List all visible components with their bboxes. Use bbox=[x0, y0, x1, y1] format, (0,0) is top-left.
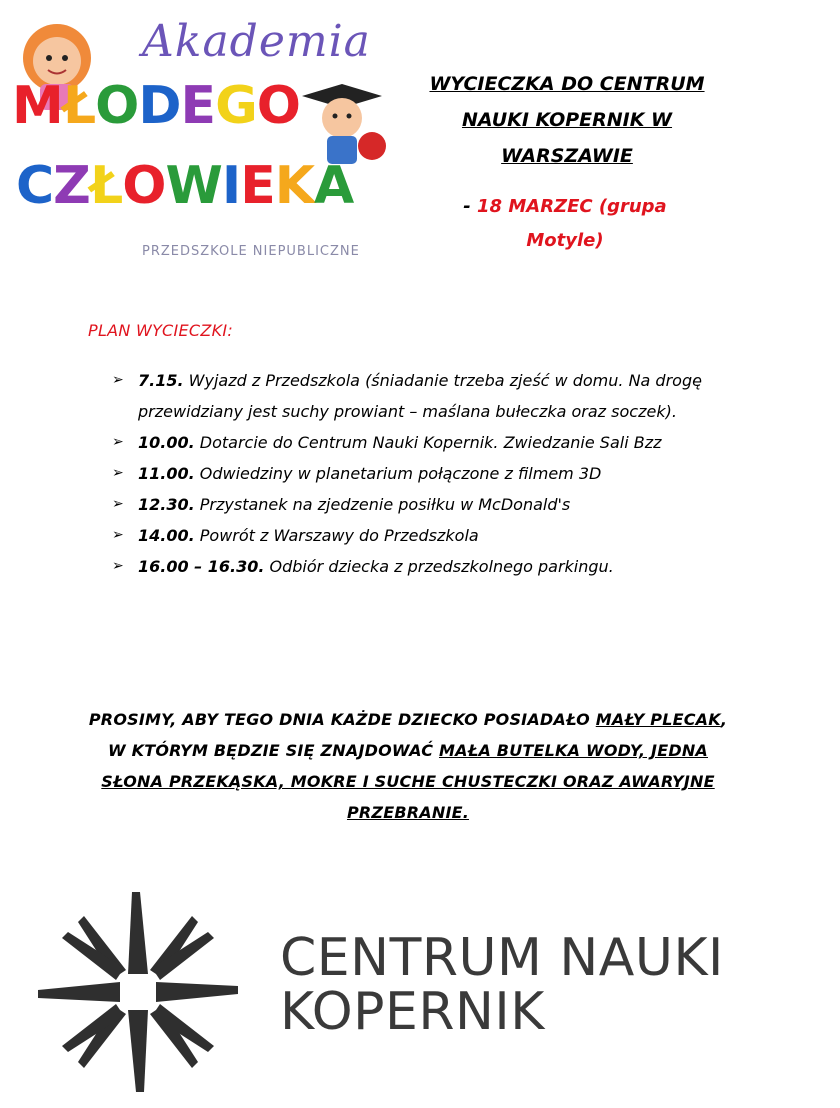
plan-item-text: Odbiór dziecka z przedszkolnego parkingu. bbox=[264, 557, 614, 576]
plan-item-time: 7.15. bbox=[138, 371, 184, 390]
plan-item-time: 16.00 – 16.30. bbox=[138, 557, 265, 576]
plan-item-text: Przystanek na zjedzenie posiłku w McDonald's bbox=[194, 495, 571, 514]
cnk-name-line-2: KOPERNIK bbox=[280, 982, 545, 1042]
date-dash: - bbox=[463, 196, 471, 217]
plan-item bbox=[110, 489, 720, 520]
plan-item-time: 11.00. bbox=[138, 464, 195, 483]
academy-logo-letter: Ł bbox=[89, 156, 123, 216]
academy-logo-letter: K bbox=[274, 156, 315, 216]
notice-underlined-backpack: MAŁY PLECAK bbox=[595, 710, 721, 729]
plan-list bbox=[110, 365, 720, 582]
arrow-bullet-icon: ➢ bbox=[112, 434, 124, 450]
trip-title bbox=[400, 66, 734, 174]
plan-item bbox=[110, 458, 720, 489]
date-line-2: Motyle) bbox=[526, 230, 604, 251]
academy-word-mlodego bbox=[12, 76, 300, 136]
arrow-bullet-icon: ➢ bbox=[112, 558, 124, 574]
plan-heading: PLAN WYCIECZKI: bbox=[88, 321, 234, 340]
academy-logo-letter: Z bbox=[53, 156, 90, 216]
date-line-1: 18 MARZEC (grupa bbox=[477, 196, 667, 217]
academy-word-czlowieka bbox=[16, 156, 353, 216]
cnk-name-line-1: CENTRUM NAUKI bbox=[280, 928, 724, 988]
plan-item bbox=[110, 520, 720, 551]
plan-item-time: 10.00. bbox=[138, 433, 195, 452]
trip-date bbox=[430, 190, 700, 258]
cnk-emblem-icon bbox=[14, 882, 262, 1102]
plan-item bbox=[110, 551, 720, 582]
academy-logo-letter: E bbox=[180, 76, 216, 136]
academy-logo-letter: A bbox=[314, 156, 354, 216]
plan-item bbox=[110, 365, 720, 427]
academy-script-word: Akademia bbox=[142, 16, 371, 67]
academy-logo-letter: G bbox=[215, 76, 257, 136]
packing-notice bbox=[80, 704, 736, 828]
plan-item-text: Wyjazd z Przedszkola (śniadanie trzeba zjeść w domu. Na drogę przewidziany jest suchy prowiant – maślana bułeczka oraz soczek). bbox=[138, 371, 702, 421]
academy-logo-letter: D bbox=[138, 76, 181, 136]
academy-logo-letter: W bbox=[165, 156, 222, 216]
academy-logo-letter: C bbox=[16, 156, 54, 216]
academy-logo-letter: O bbox=[256, 76, 300, 136]
academy-logo-letter: Ł bbox=[62, 76, 96, 136]
academy-logo-letter: M bbox=[12, 76, 63, 136]
academy-subtitle: PRZEDSZKOLE NIEPUBLICZNE bbox=[142, 244, 360, 259]
plan-item bbox=[110, 427, 720, 458]
academy-logo-letter: O bbox=[95, 76, 139, 136]
academy-logo-letter: E bbox=[240, 156, 275, 216]
title-line-2: NAUKI KOPERNIK W bbox=[461, 109, 673, 131]
academy-logo-letter: O bbox=[122, 156, 166, 216]
plan-item-text: Powrót z Warszawy do Przedszkola bbox=[194, 526, 479, 545]
academy-logo-letter: I bbox=[221, 156, 241, 216]
title-line-3: WARSZAWIE bbox=[501, 145, 633, 167]
notice-underlined-items: MAŁA BUTELKA WODY, JEDNA SŁONA PRZEKĄSKA, MOKRE I SUCHE CHUSTECZKI ORAZ AWARYJNE PRZEBRANIE. bbox=[101, 741, 715, 822]
arrow-bullet-icon: ➢ bbox=[112, 465, 124, 481]
arrow-bullet-icon: ➢ bbox=[112, 496, 124, 512]
arrow-bullet-icon: ➢ bbox=[112, 527, 124, 543]
plan-item-text: Odwiedziny w planetarium połączone z filmem 3D bbox=[194, 464, 602, 483]
academy-logo bbox=[12, 6, 402, 268]
plan-item-text: Dotarcie do Centrum Nauki Kopernik. Zwiedzanie Sali Bzz bbox=[194, 433, 662, 452]
notice-text-1: PROSIMY, ABY TEGO DNIA KAŻDE DZIECKO POSIADAŁO bbox=[88, 710, 596, 729]
plan-item-time: 12.30. bbox=[138, 495, 195, 514]
notice-text-2: , W KTÓRYM BĘDZIE SIĘ ZNAJDOWAĆ bbox=[107, 710, 728, 760]
arrow-bullet-icon: ➢ bbox=[112, 372, 124, 388]
title-line-1: WYCIECZKA DO CENTRUM bbox=[429, 73, 705, 95]
plan-item-time: 14.00. bbox=[138, 526, 195, 545]
